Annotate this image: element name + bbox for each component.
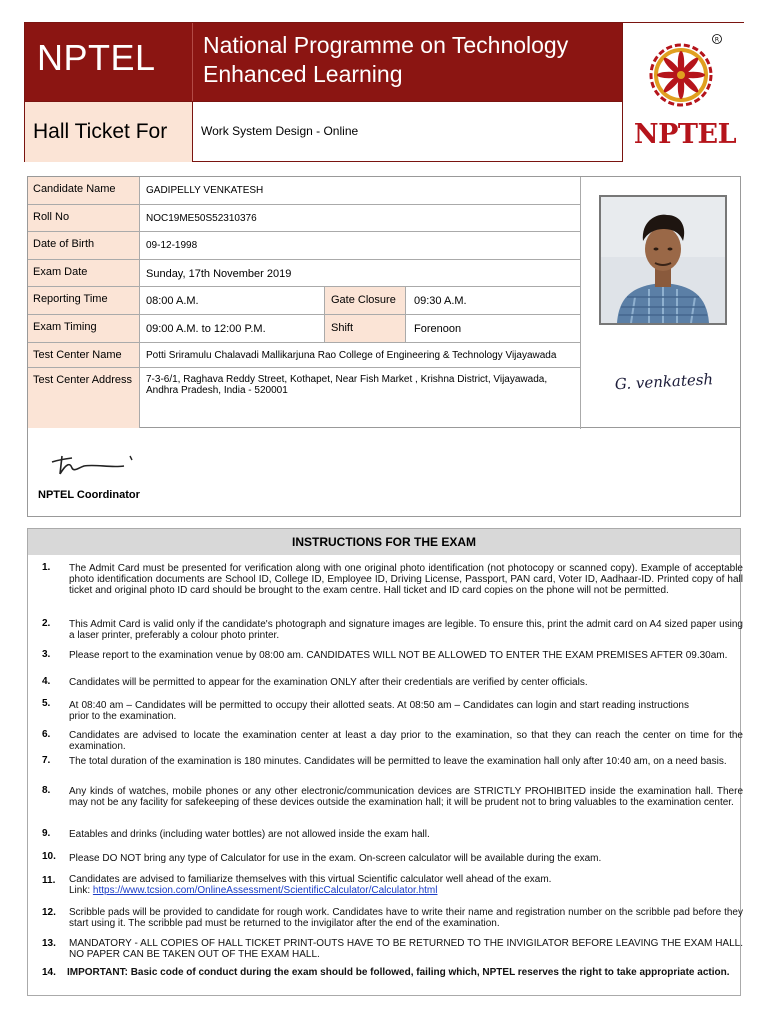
candidate-name-label: Candidate Name — [28, 177, 140, 204]
row-reporting — [28, 287, 580, 315]
reporting-time-value: 08:00 A.M. — [146, 295, 199, 307]
calculator-link[interactable]: https://www.tcsion.com/OnlineAssessment/ScientificCalculator/Calculator.html — [92, 885, 438, 896]
programme-title-box — [192, 23, 622, 101]
center-name-value: Potti Sriramulu Chalavadi Mallikarjuna Rao College of Engineering & Technology Vijayawada — [146, 350, 557, 361]
gate-closure-value: 09:30 A.M. — [414, 295, 467, 307]
instruction-item: The total duration of the examination is 180 minutes. Candidates will be permitted to leave the examination hall only after 10:40 am, on a need basis. — [69, 756, 727, 767]
programme-title: National Programme on Technology Enhanced Learning — [203, 32, 569, 87]
shift-value: Forenoon — [414, 323, 462, 335]
roll-no-value: NOC19ME50S52310376 — [146, 213, 257, 224]
hall-ticket-header — [24, 22, 744, 162]
instruction-item: This Admit Card is valid only if the candidate's photograph and signature images are legible. To ensure this, print the admit card on A4 sized paper using a laser printer, preferably a colour photo printer. — [69, 619, 743, 641]
instruction-number: 13. — [42, 938, 56, 949]
nptel-emblem-icon — [645, 33, 723, 117]
dob-value: 09-12-1998 — [146, 240, 198, 251]
candidate-photo-image — [601, 197, 725, 323]
instruction-item: Candidates will be permitted to appear for the examination ONLY after their credentials are verified by center officials. — [69, 677, 588, 688]
nptel-emblem — [622, 23, 744, 162]
exam-timing-value: 09:00 A.M. to 12:00 P.M. — [146, 323, 266, 335]
photo-column-divider — [580, 177, 581, 429]
instruction-item: Scribble pads will be provided to candidate for rough work. Candidates have to write their name and registration number on the scribble pad before they start using it. The scribble pad must be returned to the invigilator after the end of the examination. — [69, 907, 743, 929]
candidate-signature — [599, 355, 739, 415]
instructions-heading: INSTRUCTIONS FOR THE EXAM — [28, 529, 740, 555]
instruction-number: 10. — [42, 851, 56, 862]
instruction-item: Candidates are advised to locate the examination center at least a day prior to the examination, so that they can reach the center on time for the examination. — [69, 730, 743, 752]
row-exam-date — [28, 260, 580, 287]
row-center-name — [28, 343, 580, 368]
instruction-number: 8. — [42, 785, 51, 796]
nptel-logo-text: NPTEL — [37, 37, 156, 78]
coordinator-signature-icon — [44, 446, 140, 478]
center-name-label: Test Center Name — [28, 343, 140, 367]
row-center-address — [28, 368, 580, 428]
instruction-item: Please report to the examination venue by 08:00 am. CANDIDATES WILL NOT BE ALLOWED TO ENTER THE EXAM PREMISES AFTER 09.30am. — [69, 650, 728, 661]
exam-timing-label: Exam Timing — [28, 315, 140, 342]
roll-no-label: Roll No — [28, 205, 140, 231]
registered-mark: R — [714, 36, 720, 44]
instruction-number: 9. — [42, 828, 51, 839]
instruction-item: The Admit Card must be presented for verification along with one original photo identification (not photocopy or scanned copy). Example of acceptable photo identification documents are School ID, College ID, Employee ID, Driving License, Passport, PAN card, Voter ID, Aadhaar-ID. Printed copy of hall ticket and original photo ID card should be brought to the exam centre. Hall ticket and ID card copies on the phone will not be permitted. — [69, 563, 743, 596]
instruction-number: 2. — [42, 618, 51, 629]
row-exam-timing — [28, 315, 580, 343]
nptel-emblem-text: NPTEL — [633, 119, 737, 150]
instruction-number: 6. — [42, 729, 51, 740]
gate-closure-label: Gate Closure — [324, 287, 406, 314]
candidate-signature-text: G. venkatesh — [614, 370, 714, 394]
center-address-label: Test Center Address — [28, 368, 140, 428]
instruction-number: 5. — [42, 698, 51, 709]
coordinator-label: NPTEL Coordinator — [38, 489, 140, 501]
instruction-item: Eatables and drinks (including water bottles) are not allowed inside the exam hall. — [69, 829, 430, 840]
instruction-number: 14. — [42, 967, 56, 978]
instruction-item: IMPORTANT: Basic code of conduct during the exam should be followed, failing which, NPTEL reserves the right to take appropriate action. — [67, 967, 730, 978]
candidate-signature-image — [599, 355, 739, 415]
exam-date-value: Sunday, 17th November 2019 — [146, 268, 292, 280]
center-address-line-2: Andhra Pradesh, India - 520001 — [146, 385, 288, 396]
row-candidate-name — [28, 177, 580, 205]
instruction-number: 7. — [42, 755, 51, 766]
row-roll-no — [28, 205, 580, 232]
instruction-number: 4. — [42, 676, 51, 687]
instructions-section — [27, 528, 741, 996]
instruction-item: Please DO NOT bring any type of Calculator for use in the exam. On-screen calculator will be available during the exam. — [69, 853, 602, 864]
instruction-item: At 08:40 am – Candidates will be permitted to occupy their allotted seats. At 08:50 am – Candidates can login and start reading instructions prior to the examination. — [69, 700, 689, 722]
exam-date-label: Exam Date — [28, 260, 140, 286]
instruction-item-text: Candidates are advised to familiarize themselves with this virtual Scientific calculator well ahead of the exam. — [69, 874, 552, 885]
row-dob — [28, 232, 580, 260]
instruction-number: 1. — [42, 562, 51, 573]
center-address-line-1: 7-3-6/1, Raghava Reddy Street, Kothapet, Near Fish Market , Krishna District, Vijayawada, — [146, 374, 548, 385]
candidate-details — [27, 176, 741, 428]
course-name: Work System Design - Online — [201, 124, 359, 138]
instruction-item: MANDATORY - ALL COPIES OF HALL TICKET PRINT-OUTS HAVE TO BE RETURNED TO THE INVIGILATOR BEFORE LEAVING THE EXAM HALL. NO PAPER CAN BE TAKEN OUT OF THE EXAM HALL. — [69, 938, 743, 960]
instruction-item — [69, 874, 743, 896]
calculator-link-label: Link: — [69, 885, 91, 896]
hall-ticket-label: Hall Ticket For — [33, 120, 168, 143]
hall-ticket-label-box — [25, 101, 192, 162]
candidate-photo — [599, 195, 727, 325]
course-box — [192, 101, 622, 162]
instruction-number: 12. — [42, 907, 56, 918]
candidate-name-value: GADIPELLY VENKATESH — [146, 185, 264, 196]
instruction-item: Any kinds of watches, mobile phones or any other electronic/communication devices are STRICTLY PROHIBITED inside the examination hall. There may not be any facility for safekeeping of these devices outside the examination hall; it will be prudent not to bring valuables to the examination center. — [69, 786, 743, 808]
dob-label: Date of Birth — [28, 232, 140, 259]
instruction-number: 3. — [42, 649, 51, 660]
nptel-brand-box — [25, 23, 192, 101]
reporting-time-label: Reporting Time — [28, 287, 140, 314]
coordinator-section — [27, 428, 741, 517]
center-address-value — [146, 374, 547, 396]
shift-label: Shift — [324, 315, 406, 342]
instruction-number: 11. — [42, 875, 56, 886]
